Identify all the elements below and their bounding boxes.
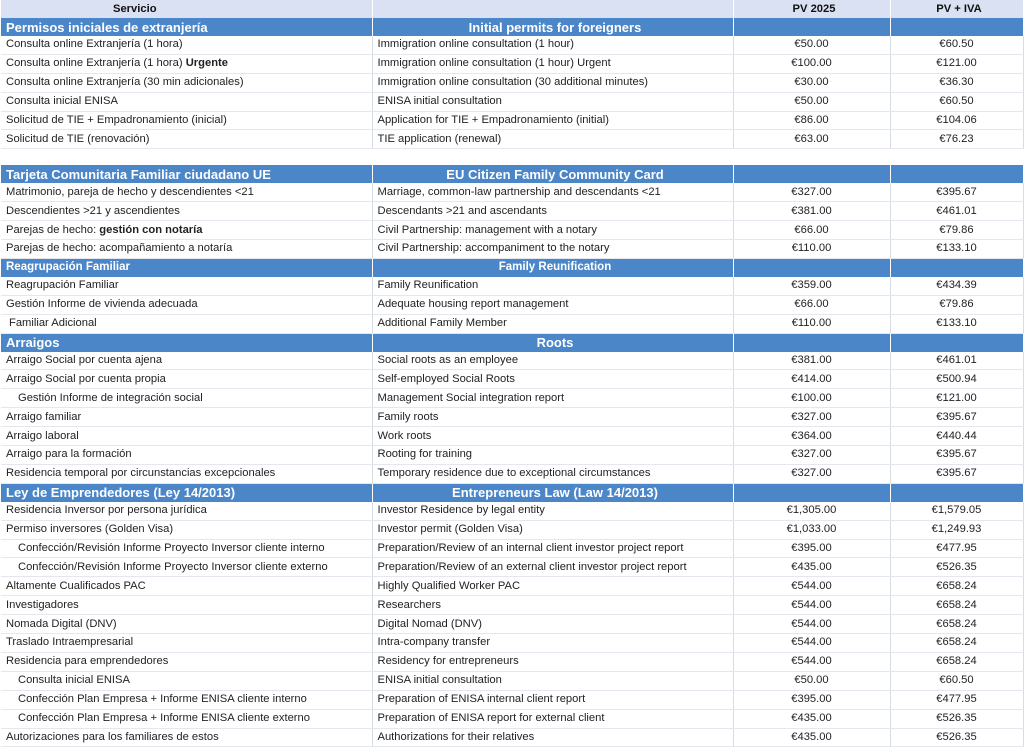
service-name-en: Preparation of ENISA report for external client <box>372 709 733 728</box>
service-name-es <box>1 558 372 577</box>
service-name-es <box>1 502 372 520</box>
price-pv-iva: €526.35 <box>890 709 1023 728</box>
service-name-es-text: Investigadores <box>6 598 79 611</box>
service-name-en: Civil Partnership: accompaniment to the notary <box>372 240 733 259</box>
service-name-en: Preparation/Review of an internal client investor project report <box>372 539 733 558</box>
service-name-en: Immigration online consultation (30 additional minutes) <box>372 73 733 92</box>
service-name-es <box>1 202 372 221</box>
service-name-es <box>1 671 372 690</box>
section-empty-cell <box>890 165 1023 183</box>
section-title-en: Roots <box>372 333 733 352</box>
table-row <box>1 111 1023 130</box>
service-name-es-text: Residencia para emprendedores <box>6 655 169 668</box>
header-pv-iva: PV + IVA <box>890 0 1023 18</box>
section-empty-cell <box>890 258 1023 277</box>
service-name-es-text: Parejas de hecho: acompañamiento a notaría <box>6 242 233 255</box>
price-pv-2025: €86.00 <box>733 111 890 130</box>
section-header <box>1 165 1023 183</box>
section-title-es: Ley de Emprendedores (Ley 14/2013) <box>1 483 372 502</box>
service-name-es <box>1 183 372 201</box>
section-empty-cell <box>890 18 1023 36</box>
price-pv-2025: €50.00 <box>733 92 890 111</box>
service-name-es-text: Consulta inicial ENISA <box>18 674 130 687</box>
service-name-en: Application for TIE + Empadronamiento (initial) <box>372 111 733 130</box>
section-title-en: EU Citizen Family Community Card <box>372 165 733 183</box>
service-name-en: Adequate housing report management <box>372 295 733 314</box>
table-row <box>1 36 1023 54</box>
section-empty-cell <box>733 18 890 36</box>
service-name-es-text: Confección/Revisión Informe Proyecto Inversor cliente externo <box>18 560 328 573</box>
service-name-en: Digital Nomad (DNV) <box>372 615 733 634</box>
price-pv-2025: €63.00 <box>733 130 890 149</box>
section-empty-cell <box>733 258 890 277</box>
section-empty-cell <box>733 483 890 502</box>
price-pv-iva: €133.10 <box>890 240 1023 259</box>
price-pv-2025: €110.00 <box>733 240 890 259</box>
service-name-es <box>1 111 372 130</box>
price-pv-iva: €133.10 <box>890 314 1023 333</box>
price-pv-2025: €395.00 <box>733 690 890 709</box>
service-name-es-text: Arraigo laboral <box>6 429 79 442</box>
service-name-es <box>1 314 372 333</box>
table-row <box>1 130 1023 149</box>
header-english <box>372 0 733 18</box>
spacer-cell <box>372 149 733 166</box>
service-name-en: Investor permit (Golden Visa) <box>372 520 733 539</box>
section-title-en: Family Reunification <box>372 258 733 277</box>
price-pv-2025: €327.00 <box>733 464 890 483</box>
table-row <box>1 352 1023 370</box>
price-pv-iva: €395.67 <box>890 446 1023 465</box>
service-name-es <box>1 728 372 747</box>
table-row <box>1 295 1023 314</box>
service-name-es <box>1 389 372 408</box>
service-name-en: Rooting for training <box>372 446 733 465</box>
price-pv-2025: €50.00 <box>733 671 890 690</box>
service-name-en: Residency for entrepreneurs <box>372 652 733 671</box>
service-name-es <box>1 634 372 653</box>
service-name-en: Highly Qualified Worker PAC <box>372 577 733 596</box>
price-pv-2025: €66.00 <box>733 221 890 240</box>
price-pv-iva: €526.35 <box>890 558 1023 577</box>
price-table <box>1 0 1024 747</box>
service-name-en: Descendants >21 and ascendants <box>372 202 733 221</box>
price-pv-2025: €381.00 <box>733 352 890 370</box>
service-name-es-emphasis: Urgente <box>185 57 228 70</box>
table-row <box>1 73 1023 92</box>
service-name-es-text: Traslado Intraempresarial <box>6 636 134 649</box>
section-title-es: Permisos iniciales de extranjería <box>1 18 372 36</box>
price-pv-iva: €658.24 <box>890 577 1023 596</box>
header-pv-2025: PV 2025 <box>733 0 890 18</box>
price-pv-iva: €60.50 <box>890 36 1023 54</box>
price-pv-2025: €110.00 <box>733 314 890 333</box>
service-name-en: Preparation/Review of an external client investor project report <box>372 558 733 577</box>
price-pv-2025: €414.00 <box>733 370 890 389</box>
spacer-cell <box>890 149 1023 166</box>
price-pv-iva: €658.24 <box>890 634 1023 653</box>
service-name-es <box>1 54 372 73</box>
service-name-es-text: Arraigo Social por cuenta ajena <box>6 354 163 367</box>
table-row <box>1 389 1023 408</box>
price-pv-iva: €104.06 <box>890 111 1023 130</box>
service-name-es-text: Consulta online Extranjería (30 min adicionales) <box>6 76 244 89</box>
service-name-es-text: Arraigo para la formación <box>6 448 132 461</box>
table-row <box>1 634 1023 653</box>
table-row <box>1 652 1023 671</box>
price-pv-2025: €364.00 <box>733 427 890 446</box>
service-name-en: Work roots <box>372 427 733 446</box>
price-pv-2025: €327.00 <box>733 408 890 427</box>
service-name-en: Immigration online consultation (1 hour) Urgent <box>372 54 733 73</box>
price-pv-2025: €395.00 <box>733 539 890 558</box>
price-pv-iva: €76.23 <box>890 130 1023 149</box>
service-name-es-text: Confección Plan Empresa + Informe ENISA cliente interno <box>18 693 307 706</box>
price-pv-iva: €79.86 <box>890 295 1023 314</box>
table-row <box>1 314 1023 333</box>
service-name-es-text: Parejas de hecho: <box>6 223 97 236</box>
price-pv-2025: €1,033.00 <box>733 520 890 539</box>
price-pv-2025: €435.00 <box>733 728 890 747</box>
price-pv-iva: €500.94 <box>890 370 1023 389</box>
spacer-cell <box>1 149 372 166</box>
service-name-es-text: Solicitud de TIE + Empadronamiento (inicial) <box>6 114 227 126</box>
service-name-es-text: Solicitud de TIE (renovación) <box>6 132 150 145</box>
price-pv-iva: €434.39 <box>890 277 1023 295</box>
table-row <box>1 92 1023 111</box>
service-name-en: Family Reunification <box>372 277 733 295</box>
service-name-en: Researchers <box>372 596 733 615</box>
service-name-es-text: Altamente Cualificados PAC <box>6 579 146 592</box>
service-name-es <box>1 464 372 483</box>
price-pv-iva: €461.01 <box>890 352 1023 370</box>
service-name-es-text: Residencia temporal por circunstancias excepcionales <box>6 467 276 480</box>
service-name-es <box>1 221 372 240</box>
price-table-body <box>1 0 1023 747</box>
table-row <box>1 183 1023 201</box>
price-pv-iva: €440.44 <box>890 427 1023 446</box>
service-name-es-text: Consulta inicial ENISA <box>6 95 118 108</box>
price-pv-iva: €477.95 <box>890 539 1023 558</box>
service-name-es-text: Autorizaciones para los familiares de estos <box>6 730 219 743</box>
table-row <box>1 539 1023 558</box>
service-name-es-text: Confección Plan Empresa + Informe ENISA cliente externo <box>18 712 310 725</box>
service-name-en: Additional Family Member <box>372 314 733 333</box>
service-name-es-text: Arraigo Social por cuenta propia <box>6 372 166 385</box>
table-row <box>1 221 1023 240</box>
service-name-es <box>1 36 372 54</box>
table-row <box>1 596 1023 615</box>
table-row <box>1 54 1023 73</box>
table-row <box>1 671 1023 690</box>
price-pv-2025: €435.00 <box>733 709 890 728</box>
service-name-es <box>1 690 372 709</box>
service-name-es <box>1 446 372 465</box>
price-pv-2025: €544.00 <box>733 596 890 615</box>
service-name-es <box>1 427 372 446</box>
price-pv-2025: €66.00 <box>733 295 890 314</box>
service-name-es <box>1 408 372 427</box>
service-name-es-emphasis: gestión con notaría <box>99 223 203 236</box>
service-name-es <box>1 577 372 596</box>
price-pv-iva: €36.30 <box>890 73 1023 92</box>
price-pv-iva: €658.24 <box>890 652 1023 671</box>
service-name-es-text: Confección/Revisión Informe Proyecto Inversor cliente interno <box>18 542 325 555</box>
price-pv-iva: €526.35 <box>890 728 1023 747</box>
price-pv-2025: €381.00 <box>733 202 890 221</box>
section-empty-cell <box>733 165 890 183</box>
table-row <box>1 427 1023 446</box>
section-empty-cell <box>890 333 1023 352</box>
price-pv-iva: €395.67 <box>890 408 1023 427</box>
table-row <box>1 240 1023 259</box>
service-name-en: Management Social integration report <box>372 389 733 408</box>
service-name-en: Temporary residence due to exceptional circumstances <box>372 464 733 483</box>
price-pv-2025: €327.00 <box>733 183 890 201</box>
price-pv-iva: €60.50 <box>890 92 1023 111</box>
service-name-es <box>1 92 372 111</box>
service-name-en: Investor Residence by legal entity <box>372 502 733 520</box>
price-pv-iva: €658.24 <box>890 615 1023 634</box>
price-pv-iva: €60.50 <box>890 671 1023 690</box>
price-pv-iva: €461.01 <box>890 202 1023 221</box>
section-title-en: Initial permits for foreigners <box>372 18 733 36</box>
price-pv-iva: €395.67 <box>890 183 1023 201</box>
service-name-en: Authorizations for their relatives <box>372 728 733 747</box>
service-name-es-text: Nomada Digital (DNV) <box>6 617 117 630</box>
table-row <box>1 464 1023 483</box>
table-header-row <box>1 0 1023 18</box>
service-name-es <box>1 709 372 728</box>
section-title-en: Entrepreneurs Law (Law 14/2013) <box>372 483 733 502</box>
table-row <box>1 202 1023 221</box>
service-name-es-text: Gestión Informe de integración social <box>18 391 203 404</box>
section-header <box>1 483 1023 502</box>
table-row <box>1 709 1023 728</box>
section-empty-cell <box>890 483 1023 502</box>
price-pv-2025: €435.00 <box>733 558 890 577</box>
section-empty-cell <box>733 333 890 352</box>
price-pv-iva: €121.00 <box>890 54 1023 73</box>
section-header <box>1 258 1023 277</box>
price-pv-iva: €121.00 <box>890 389 1023 408</box>
section-header <box>1 333 1023 352</box>
service-name-es <box>1 73 372 92</box>
table-row <box>1 728 1023 747</box>
table-row <box>1 690 1023 709</box>
service-name-es-text: Gestión Informe de vivienda adecuada <box>6 298 198 311</box>
service-name-es <box>1 615 372 634</box>
table-row <box>1 615 1023 634</box>
price-pv-2025: €327.00 <box>733 446 890 465</box>
service-name-es <box>1 277 372 295</box>
service-name-es-text: Matrimonio, pareja de hecho y descendientes <21 <box>6 185 254 198</box>
table-row <box>1 502 1023 520</box>
table-row <box>1 408 1023 427</box>
price-pv-2025: €544.00 <box>733 652 890 671</box>
service-name-es <box>1 539 372 558</box>
price-pv-2025: €100.00 <box>733 54 890 73</box>
section-title-es: Tarjeta Comunitaria Familiar ciudadano UE <box>1 165 372 183</box>
price-pv-2025: €359.00 <box>733 277 890 295</box>
table-row <box>1 446 1023 465</box>
section-title-es: Reagrupación Familiar <box>1 258 372 277</box>
section-header <box>1 18 1023 36</box>
price-pv-iva: €477.95 <box>890 690 1023 709</box>
price-pv-2025: €544.00 <box>733 577 890 596</box>
service-name-en: Intra-company transfer <box>372 634 733 653</box>
price-pv-2025: €544.00 <box>733 615 890 634</box>
price-pv-iva: €395.67 <box>890 464 1023 483</box>
table-row <box>1 370 1023 389</box>
service-name-es-text: Consulta online Extranjería (1 hora) <box>6 38 183 51</box>
section-title-es: Arraigos <box>1 333 372 352</box>
service-name-en: Social roots as an employee <box>372 352 733 370</box>
table-row <box>1 520 1023 539</box>
price-pv-2025: €100.00 <box>733 389 890 408</box>
service-name-en: ENISA initial consultation <box>372 671 733 690</box>
price-pv-2025: €50.00 <box>733 36 890 54</box>
price-pv-iva: €658.24 <box>890 596 1023 615</box>
price-pv-iva: €79.86 <box>890 221 1023 240</box>
service-name-en: Family roots <box>372 408 733 427</box>
service-name-es <box>1 596 372 615</box>
price-pv-2025: €30.00 <box>733 73 890 92</box>
service-name-es-text: Descendientes >21 y ascendientes <box>6 204 180 217</box>
price-pv-2025: €1,305.00 <box>733 502 890 520</box>
price-pv-iva: €1,579.05 <box>890 502 1023 520</box>
spacer-cell <box>733 149 890 166</box>
table-row <box>1 277 1023 295</box>
service-name-es-text: Arraigo familiar <box>6 410 82 423</box>
service-name-en: Marriage, common-law partnership and descendants <21 <box>372 183 733 201</box>
header-servicio: Servicio <box>1 0 372 18</box>
service-name-en: Immigration online consultation (1 hour) <box>372 36 733 54</box>
service-name-es <box>1 295 372 314</box>
service-name-es <box>1 370 372 389</box>
service-name-es-text: Consulta online Extranjería (1 hora) <box>6 57 183 70</box>
service-name-en: TIE application (renewal) <box>372 130 733 149</box>
table-row <box>1 577 1023 596</box>
price-pv-2025: €544.00 <box>733 634 890 653</box>
table-row <box>1 558 1023 577</box>
price-pv-iva: €1,249.93 <box>890 520 1023 539</box>
service-name-en: Self-employed Social Roots <box>372 370 733 389</box>
service-name-es <box>1 520 372 539</box>
service-name-es-text: Reagrupación Familiar <box>6 279 119 292</box>
service-name-es <box>1 652 372 671</box>
service-name-es <box>1 240 372 259</box>
service-name-es-text: Permiso inversores (Golden Visa) <box>6 523 174 536</box>
service-name-en: Preparation of ENISA internal client report <box>372 690 733 709</box>
service-name-es <box>1 352 372 370</box>
service-name-es <box>1 130 372 149</box>
service-name-es-text: Familiar Adicional <box>9 317 97 330</box>
service-name-es-text: Residencia Inversor por persona jurídica <box>6 504 207 517</box>
service-name-en: ENISA initial consultation <box>372 92 733 111</box>
section-spacer <box>1 149 1023 166</box>
service-name-en: Civil Partnership: management with a notary <box>372 221 733 240</box>
